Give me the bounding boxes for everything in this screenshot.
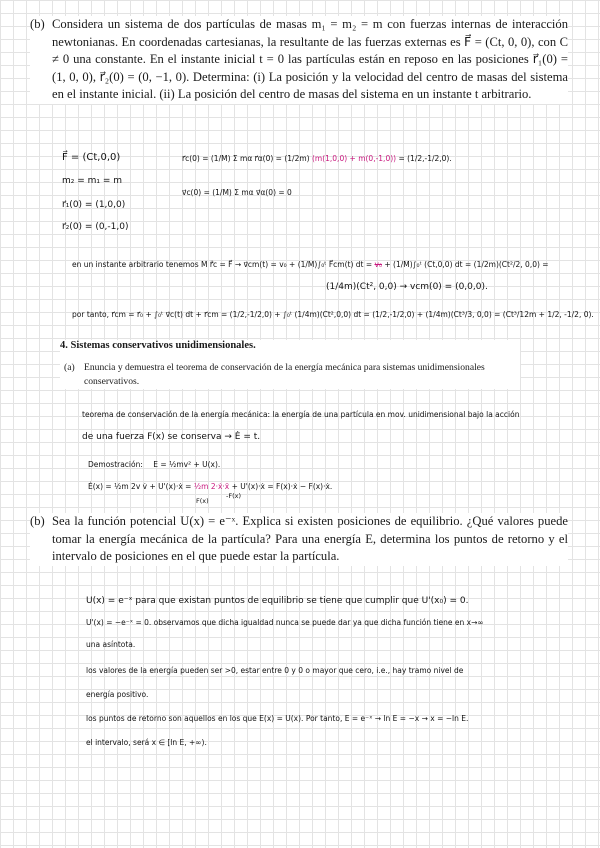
problem-1b xyxy=(30,16,568,104)
hw-demo-label: Demostración: xyxy=(88,460,143,469)
section-4a-label: (a) xyxy=(64,362,75,373)
hw-rcm-mid: (m(1,0,0) + m(0,-1,0)) xyxy=(311,154,397,163)
hw-ans-line-7: el intervalo, será x ∈ [ln E, +∞). xyxy=(86,738,207,747)
hw-arbitrary-line-1 xyxy=(72,260,549,269)
section-4 xyxy=(60,340,520,389)
section-4a-text: Enuncia y demuestra el teorema de conservación de la energía mecánica para sistemas unidimensionales conservativos. xyxy=(84,362,485,387)
hw-ans-line-3: una asíntota. xyxy=(86,640,136,649)
hw-theorem-line-1: teorema de conservación de la energía mecánica: la energía de una partícula en mov. unidimensional bajo la acción xyxy=(82,410,520,419)
hw-given-r1: r⃗₁(0) = (1,0,0) xyxy=(62,200,126,210)
problem-1b-text: Considera un sistema de dos partículas de masas m₁ = m₂ = m con fuerzas internas de interacción newtonianas. En coordenadas cartesianas, la resultante de las fuerzas externas es F⃗ = (Ct, 0, 0), con C ≠ 0 una constante. En el instante inicial t = 0 las partículas están en reposo en las posiciones r⃗₁(0) = (1, 0, 0), r⃗₂(0) = (0, −1, 0). Determina: (i) La posición y la velocidad del centro de masas del sistema en el instante inicial. (ii) La posición del centro de masas del sistema en un instante t arbitrario. xyxy=(52,17,568,102)
hw-arbitrary-text: en un instante arbitrario tenemos M r̈⃗c = F⃗ → v⃗cm(t) = v₀ + (1/M)∫₀ᵗ F⃗cm(t) dt = xyxy=(72,260,373,269)
hw-v0-crossed: v₀ xyxy=(374,260,382,269)
problem-4b-label: (b) xyxy=(30,514,45,528)
hw-demo xyxy=(88,460,220,469)
hw-position-line: por tanto, r⃗cm = r⃗₀ + ∫₀ᵗ v⃗c(t) dt + r⃗cm = (1/2,-1/2,0) + ∫₀ᵗ (1/4m)(Ct²,0,0) dt = (1/2,-1/2,0) + (1/4m)(Ct³/3, 0,0) = (Ct³/12m + 1/2, -1/2, 0). xyxy=(72,310,594,319)
hw-arbitrary-line-2: (1/4m)(Ct², 0,0) → vcm(0) = (0,0,0). xyxy=(326,282,488,292)
hw-ans-line-4: los valores de la energía pueden ser >0, estar entre 0 y 0 o mayor que cero, i.e., hay tramo nivel de xyxy=(86,666,464,675)
hw-annot-minus-fx: -F(x) xyxy=(226,492,242,500)
hw-demo-eq: E = ½mv² + U(x). xyxy=(153,460,221,469)
section-4-heading: 4. Sistemas conservativos unidimensionales. xyxy=(60,340,256,351)
hw-ans-line-1: U(x) = e⁻ˣ para que existan puntos de equilibrio se tiene que cumplir que U'(x₀) = 0. xyxy=(86,596,469,606)
hw-rcm-equation xyxy=(182,154,452,163)
hw-ans-line-5: energía positivo. xyxy=(86,690,149,699)
hw-deriv-pre: Ė(x) = ½m 2v v̇ + U'(x)·ẋ = xyxy=(88,482,192,491)
hw-given-masses: m₂ = m₁ = m xyxy=(62,176,123,186)
hw-rcm-rhs: = (1/2,-1/2,0). xyxy=(398,154,452,163)
section-4a xyxy=(60,361,520,389)
hw-derivative xyxy=(88,482,332,491)
hw-given-force: F⃗ = (Ct,0,0) xyxy=(62,152,121,163)
hw-deriv-mag: ½m 2·ẋ·ẍ xyxy=(193,482,230,491)
hw-theorem-line-2: de una fuerza F(x) se conserva → Ė = t. xyxy=(82,432,261,442)
hw-arbitrary-end: + (1/M)∫₀ᵗ (Ct,0,0) dt = (1/2m)(Ct²/2, 0,0) = xyxy=(384,260,549,269)
problem-1b-label: (b) xyxy=(30,17,45,31)
hw-ans-line-2: U'(x) = −e⁻ˣ = 0. observamos que dicha igualdad nunca se puede dar ya que dicha función tiene en x→∞ xyxy=(86,618,484,627)
hw-vcm-equation: v⃗c(0) = (1/M) Σ mα v⃗α(0) = 0 xyxy=(182,188,292,197)
hw-ans-line-6: los puntos de retorno son aquellos en los que E(x) = U(x). Por tanto, E = e⁻ˣ → ln E = −x → x = −ln E. xyxy=(86,714,469,723)
problem-4b-text: Sea la función potencial U(x) = e⁻ˣ. Explica si existen posiciones de equilibrio. ¿Qué valores puede tomar la energía mecánica de la partícula? Para una energía E, determina los puntos de retorno y el intervalo de posiciones en el que puede estar la partícula. xyxy=(52,514,568,564)
hw-deriv-post: + U'(x)·ẋ = F(x)·ẋ − F(x)·ẋ. xyxy=(231,482,333,491)
hw-given-r2: r⃗₂(0) = (0,-1,0) xyxy=(62,222,129,232)
hw-rcm-lhs: r⃗c(0) = (1/M) Σ mα r⃗α(0) = (1/2m) xyxy=(182,154,310,163)
hw-annot-fx: F(x) xyxy=(196,497,209,505)
problem-4b xyxy=(30,513,568,566)
